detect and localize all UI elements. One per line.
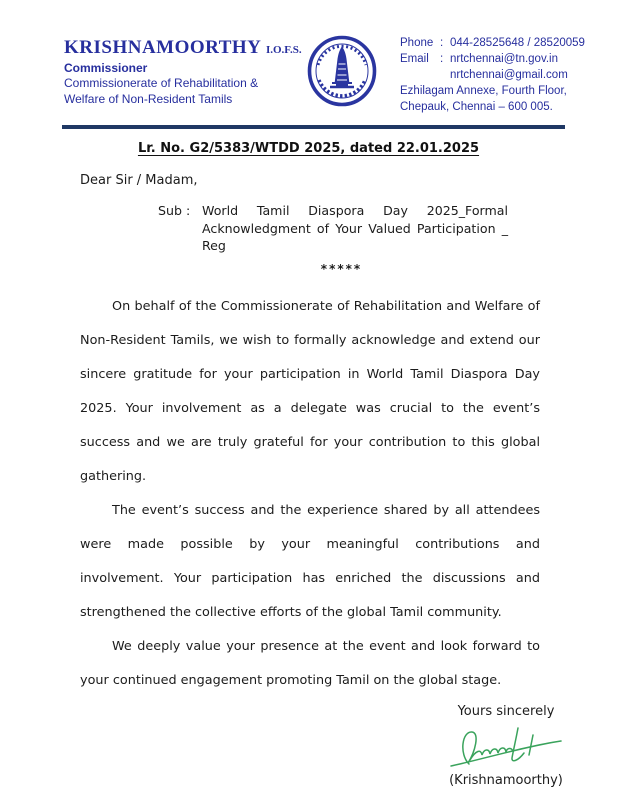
email-value-primary: nrtchennai@tn.gov.in (450, 53, 558, 65)
header-divider-rule (62, 125, 565, 129)
commissioner-name-suffix: I.O.F.S. (265, 44, 302, 56)
contact-block (400, 35, 585, 115)
commissioner-title: Commissioner (64, 61, 148, 75)
email-row (400, 51, 585, 67)
body-paragraph-3: We deeply value your presence at the event and look forward to your continued engagement promoting Tamil on the global stage. (80, 638, 540, 688)
phone-label: Phone (400, 37, 434, 49)
subject-text: World Tamil Diaspora Day 2025_Formal Acknowledgment of Your Valued Participation _ Reg (202, 203, 508, 253)
asterisk-separator: ***** (320, 261, 363, 276)
email-label: Email (400, 53, 429, 65)
letterhead-identity (64, 37, 302, 107)
organisation-line-1: Commissionerate of Rehabilitation & (64, 76, 259, 90)
phone-colon: : (440, 37, 444, 49)
phone-value: 044-28525648 / 28520059 (450, 37, 585, 49)
tamil-nadu-government-emblem-icon (302, 35, 382, 109)
signatory-name: (Krishnamoorthy) (449, 772, 563, 788)
commissioner-name (64, 37, 302, 59)
valediction: Yours sincerely (457, 703, 555, 719)
subject-block (158, 202, 617, 255)
letter-reference-line: Lr. No. G2/5383/WTDD 2025, dated 22.01.2025 (137, 141, 480, 156)
organisation-line-2: Welfare of Non-Resident Tamils (64, 92, 233, 106)
body-paragraph-1: On behalf of the Commissionerate of Rehabilitation and Welfare of Non-Resident Tamils, we wish to formally acknowledge and extend our sincere gratitude for your participation in World Tamil Diaspora Day 2025. Your involvement as a delegate was crucial to the event’s success and we are truly grateful for your contribution to this global gathering. (80, 298, 540, 484)
email-value-secondary: nrtchennai@gmail.com (450, 69, 568, 81)
signature-icon (421, 721, 591, 773)
body-paragraph-2: The event’s success and the experience shared by all attendees were made possible by your meaningful contributions and involvement. Your participation has enriched the discussions and strengthened the collective efforts of the global Tamil community. (80, 502, 540, 620)
commissioner-name-text: KRISHNAMOORTHY (64, 37, 261, 58)
subject-label: Sub : (158, 203, 191, 218)
salutation: Dear Sir / Madam, (80, 173, 198, 188)
email-colon: : (440, 53, 444, 65)
address-line-1: Ezhilagam Annexe, Fourth Floor, (400, 85, 567, 97)
closing-block (421, 704, 591, 788)
letterhead (0, 0, 617, 115)
letter-body (80, 290, 540, 698)
phone-row (400, 35, 585, 51)
address-line-2: Chepauk, Chennai – 600 005. (400, 101, 553, 113)
